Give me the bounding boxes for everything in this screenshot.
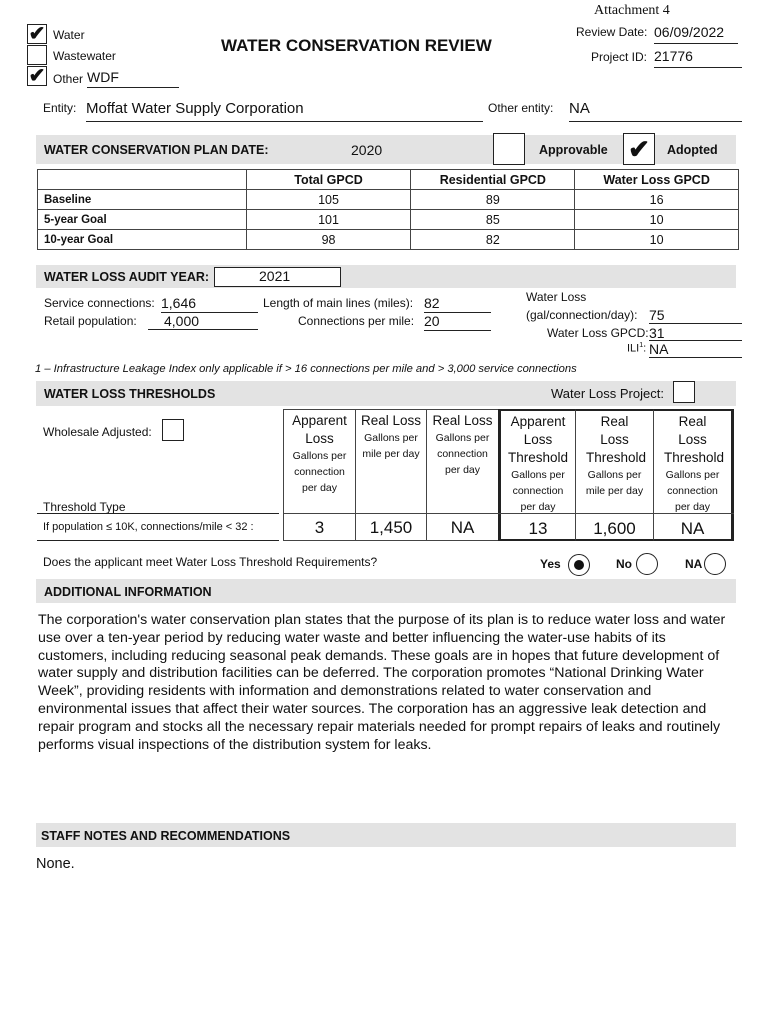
check-mark-icon: ✔ xyxy=(28,23,46,45)
table-cell: 105 xyxy=(246,190,411,210)
col-title: Real Loss xyxy=(360,413,422,428)
threshold-col-apparent-loss xyxy=(283,409,355,541)
other-entity-label: Other entity: xyxy=(488,101,554,115)
ili-footnote-mark: 1 xyxy=(639,342,644,349)
check-mark-icon: ✔ xyxy=(628,134,650,164)
other-label: Other xyxy=(53,72,84,86)
water-loss-gpcd-field[interactable] xyxy=(649,325,742,341)
table-cell: 98 xyxy=(246,230,411,250)
table-row xyxy=(38,170,739,190)
table-header-empty xyxy=(38,170,247,190)
col-title: Real Loss xyxy=(432,413,493,428)
project-id-field[interactable] xyxy=(654,48,742,68)
threshold-row-underline xyxy=(37,540,279,541)
main-lines-label: Length of main lines (miles): xyxy=(263,296,414,310)
wholesale-adjusted-label: Wholesale Adjusted: xyxy=(43,425,152,439)
col-value: 13 xyxy=(528,519,548,538)
col-sub: Gallons per connection per day xyxy=(435,432,490,476)
retail-population-label: Retail population: xyxy=(44,314,137,328)
table-cell: 10 xyxy=(575,230,739,250)
threshold-type-underline xyxy=(37,513,279,514)
main-lines-field[interactable] xyxy=(424,295,491,313)
entity-field[interactable] xyxy=(86,100,483,122)
additional-info-label: ADDITIONAL INFORMATION xyxy=(44,585,212,599)
page-title: WATER CONSERVATION REVIEW xyxy=(221,36,492,55)
additional-info-text: The corporation's water conservation plan states that the purpose of its plan is to reduce water loss and water use over a ten-year period by reducing water waste and better influencing the water-use habits of its customers, including reducing seasonal peak demands. These goals are in hopes that future development of water supply and distribution facilities can be deferred. The corporation promotes “National Drinking Water Week”, providing residents with information and demonstrations related to water conservation and environmental issues that affect their water sources. The corporation has an aggressive leak detection and repair program and stocks all the necessary repair materials needed for prompt repairs of leaks and routinely performs visual inspections of the distribution system for leaks. xyxy=(38,612,726,753)
no-radio[interactable] xyxy=(636,553,658,575)
water-loss-field[interactable] xyxy=(649,307,742,324)
adopted-label: Adopted xyxy=(667,143,718,157)
col-sub: Gallons per connection per day xyxy=(292,450,347,494)
threshold-type-label: Threshold Type xyxy=(43,500,126,514)
attachment-label: Attachment 4 xyxy=(594,3,670,18)
connections-per-mile-label: Connections per mile: xyxy=(298,314,415,328)
water-loss-project-label: Water Loss Project: xyxy=(551,386,664,401)
no-label: No xyxy=(616,557,632,571)
col-value: NA xyxy=(680,519,705,538)
adopted-checkbox[interactable] xyxy=(623,133,655,165)
threshold-col-real-loss-threshold-mile xyxy=(575,409,653,541)
project-id-label: Project ID: xyxy=(591,50,648,64)
ili-value: NA xyxy=(649,341,669,357)
threshold-value-divider xyxy=(283,513,734,514)
col-sub: Gallons per connection per day xyxy=(511,469,565,513)
wastewater-checkbox[interactable] xyxy=(27,45,47,65)
review-date-field[interactable] xyxy=(654,24,738,44)
col-sub: Gallons per mile per day xyxy=(585,469,644,497)
col-title: Real Loss Threshold xyxy=(586,414,647,465)
col-value: 1,450 xyxy=(369,518,413,537)
table-cell: 89 xyxy=(411,190,575,210)
table-row xyxy=(38,190,739,210)
threshold-row-label: If population ≤ 10K, connections/mile < 32 : xyxy=(43,521,254,533)
water-loss-gpcd-label: Water Loss GPCD: xyxy=(547,326,649,340)
main-lines-value: 82 xyxy=(424,295,440,311)
row-label: Baseline xyxy=(38,190,247,210)
water-loss-label-line1: Water Loss xyxy=(526,290,587,304)
water-loss-gpcd-value: 31 xyxy=(649,325,665,341)
approvable-label: Approvable xyxy=(539,143,608,157)
na-label: NA xyxy=(685,557,703,571)
table-row xyxy=(38,230,739,250)
water-checkbox[interactable] xyxy=(27,24,47,44)
wastewater-label: Wastewater xyxy=(53,49,116,63)
entity-label: Entity: xyxy=(43,101,77,115)
connections-per-mile-value: 20 xyxy=(424,313,440,329)
threshold-col-real-loss-mile xyxy=(355,409,426,541)
check-mark-icon: ✔ xyxy=(28,65,46,87)
ili-colon: : xyxy=(643,342,647,355)
other-entity-field[interactable] xyxy=(569,100,742,122)
radio-selected-dot xyxy=(574,560,584,570)
row-label: 5-year Goal xyxy=(38,210,247,230)
service-connections-field[interactable] xyxy=(161,295,258,313)
plan-date-label: WATER CONSERVATION PLAN DATE: xyxy=(44,143,269,157)
other-field[interactable] xyxy=(87,69,179,88)
col-title: Apparent Loss Threshold xyxy=(507,414,569,465)
threshold-col-real-loss-connection xyxy=(426,409,498,541)
table-header: Residential GPCD xyxy=(411,170,575,190)
ili-field[interactable] xyxy=(649,341,742,358)
staff-notes-text: None. xyxy=(36,856,75,872)
audit-year-label: WATER LOSS AUDIT YEAR: xyxy=(44,270,210,284)
table-cell: 82 xyxy=(411,230,575,250)
thresholds-label: WATER LOSS THRESHOLDS xyxy=(44,387,216,401)
water-loss-label-line2: (gal/connection/day): xyxy=(526,308,638,322)
row-label: 10-year Goal xyxy=(38,230,247,250)
col-title: Apparent Loss xyxy=(292,413,347,446)
gpcd-table xyxy=(37,169,739,250)
ili-label xyxy=(627,342,646,355)
other-value: WDF xyxy=(87,69,119,85)
water-loss-project-checkbox[interactable] xyxy=(673,381,695,403)
table-cell: 101 xyxy=(246,210,411,230)
other-checkbox[interactable] xyxy=(27,66,47,86)
ili-label-text: ILI xyxy=(627,342,640,355)
retail-population-value: 4,000 xyxy=(164,313,200,329)
col-value: 1,600 xyxy=(593,519,636,538)
other-entity-value: NA xyxy=(569,100,590,117)
yes-label: Yes xyxy=(540,557,561,571)
table-cell: 16 xyxy=(575,190,739,210)
ili-footnote: 1 – Infrastructure Leakage Index only applicable if > 16 connections per mile and > 3,000 service connections xyxy=(35,363,577,375)
entity-value: Moffat Water Supply Corporation xyxy=(86,100,304,117)
col-value: NA xyxy=(450,518,475,537)
threshold-col-apparent-loss-threshold xyxy=(498,409,575,541)
approvable-checkbox[interactable] xyxy=(493,133,525,165)
audit-year-field[interactable] xyxy=(214,267,341,287)
table-row xyxy=(38,210,739,230)
project-id-value: 21776 xyxy=(654,48,693,64)
table-cell: 10 xyxy=(575,210,739,230)
staff-notes-label: STAFF NOTES AND RECOMMENDATIONS xyxy=(41,829,291,843)
col-sub: Gallons per connection per day xyxy=(665,469,720,513)
water-label: Water xyxy=(53,28,85,42)
wholesale-adjusted-checkbox[interactable] xyxy=(162,419,184,441)
plan-date-value: 2020 xyxy=(351,142,383,158)
table-cell: 85 xyxy=(411,210,575,230)
na-radio[interactable] xyxy=(704,553,726,575)
table-header: Total GPCD xyxy=(246,170,411,190)
service-connections-value: 1,646 xyxy=(161,295,197,311)
service-connections-label: Service connections: xyxy=(44,296,155,310)
review-date-label: Review Date: xyxy=(576,25,648,39)
audit-year-value: 2021 xyxy=(259,268,291,284)
col-value: 3 xyxy=(314,518,325,537)
col-sub: Gallons per mile per day xyxy=(362,432,420,460)
water-loss-value: 75 xyxy=(649,307,665,323)
yes-radio[interactable] xyxy=(568,554,590,576)
table-header: Water Loss GPCD xyxy=(575,170,739,190)
connections-per-mile-field[interactable] xyxy=(424,313,491,331)
retail-population-field[interactable] xyxy=(148,313,258,330)
col-title: Real Loss Threshold xyxy=(664,414,725,465)
threshold-col-real-loss-threshold-connection xyxy=(653,409,734,541)
threshold-question: Does the applicant meet Water Loss Threshold Requirements? xyxy=(43,555,378,569)
review-date-value: 06/09/2022 xyxy=(654,24,725,40)
